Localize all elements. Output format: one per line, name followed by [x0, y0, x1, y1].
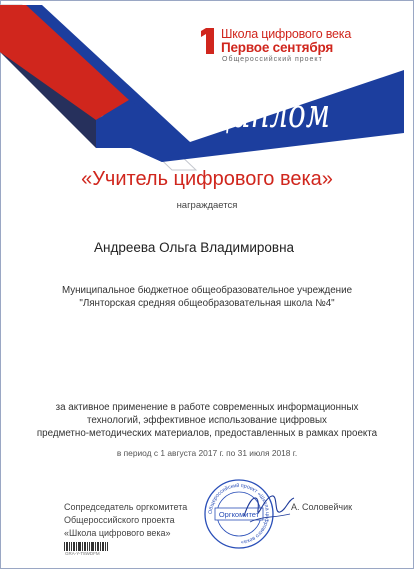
logo-line-first-september: Первое сентября [221, 40, 334, 55]
logo-digit-one-icon [200, 28, 218, 54]
signature-scribble [240, 486, 298, 530]
barcode-text: GRA-Y-T8WDFM [65, 551, 100, 556]
reason-line-3: предметно-методических материалов, предоставленных в рамках проекта [36, 428, 378, 439]
award-title: «Учитель цифрового века» [81, 168, 333, 190]
signatory-title-line-3: «Школа цифрового века» [64, 528, 171, 538]
reason-line-2: технологий, эффективное использование цифровых [87, 415, 327, 426]
stamp-ring-text: Общероссийский проект «Школа цифрового века» [207, 482, 271, 545]
project-logo [200, 27, 365, 69]
logo-line-project: Общероссийский проект [222, 56, 323, 63]
signatory-title-line-1: Сопредседатель оргкомитета [64, 502, 188, 512]
logo-line-school: Школа цифрового века [221, 27, 352, 41]
signatory-title-line-2: Общероссийского проекта [64, 515, 175, 525]
diploma-word: Диплом [206, 91, 330, 137]
stamp-center-text: Оргкомитет [218, 510, 260, 519]
awarded-label: награждается [176, 200, 238, 211]
organization-line-1: Муниципальное бюджетное общеобразовательное учреждение [61, 285, 353, 296]
recipient-name: Андреева Ольга Владимировна [94, 240, 295, 255]
diploma-banner [206, 82, 334, 138]
organization-line-2: "Лянторская средняя общеобразовательная школа №4" [79, 298, 335, 309]
signatory-name: А. Соловейчик [291, 502, 353, 512]
reason-line-1: за активное применение в работе современных информационных [55, 402, 359, 413]
barcode-icon [64, 542, 108, 551]
award-period: в период с 1 августа 2017 г. по 31 июля 2018 г. [116, 448, 298, 458]
